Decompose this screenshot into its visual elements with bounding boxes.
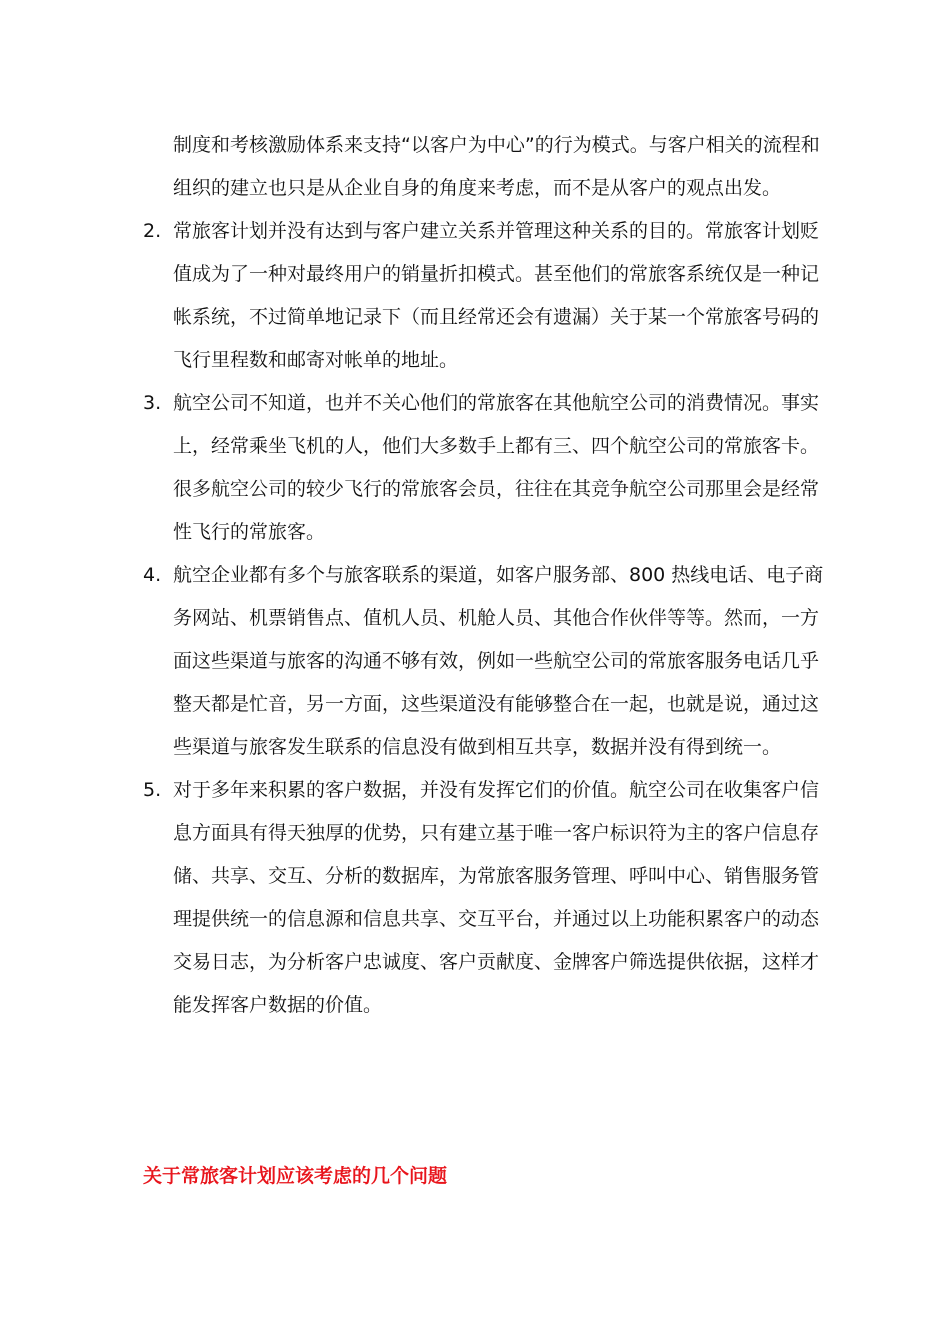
list-item-text: 航空企业都有多个与旅客联系的渠道，如客户服务部、800 热线电话、电子商务网站、机票销售点、值机人员、机舱人员、其他合作伙伴等等。然而，一方面这些渠道与旅客的沟通不够有效，例如一些航空公司的常旅客服务电话几乎整天都是忙音，另一方面，这些渠道没有能够整合在一起，也就是说，通过这些渠道与旅客发生联系的信息没有做到相互共享，数据并没有得到统一。 bbox=[173, 564, 824, 758]
intro-paragraph: 制度和考核激励体系来支持“以客户为中心”的行为模式。与客户相关的流程和组织的建立也只是从企业自身的角度来考虑，而不是从客户的观点出发。 bbox=[173, 134, 820, 199]
list-item-number: 3. bbox=[143, 392, 162, 414]
section-heading: 关于常旅客计划应该考虑的几个问题 bbox=[143, 1165, 448, 1187]
document-body bbox=[143, 124, 833, 1027]
list-item bbox=[143, 382, 833, 554]
list-item-text: 航空公司不知道，也并不关心他们的常旅客在其他航空公司的消费情况。事实上，经常乘坐飞机的人，他们大多数手上都有三、四个航空公司的常旅客卡。很多航空公司的较少飞行的常旅客会员，往往在其竞争航空公司那里会是经常性飞行的常旅客。 bbox=[173, 392, 820, 543]
list-item bbox=[143, 210, 833, 382]
list-item-text: 对于多年来积累的客户数据，并没有发挥它们的价值。航空公司在收集客户信息方面具有得天独厚的优势，只有建立基于唯一客户标识符为主的客户信息存储、共享、交互、分析的数据库，为常旅客服务管理、呼叫中心、销售服务管理提供统一的信息源和信息共享、交互平台，并通过以上功能积累客户的动态交易日志，为分析客户忠诚度、客户贡献度、金牌客户筛选提供依据，这样才能发挥客户数据的价值。 bbox=[173, 779, 820, 1016]
list-item-number: 4. bbox=[143, 564, 162, 586]
list-item-number: 5. bbox=[143, 779, 162, 801]
list-item bbox=[143, 554, 833, 769]
list-item-text: 常旅客计划并没有达到与客户建立关系并管理这种关系的目的。常旅客计划贬值成为了一种对最终用户的销量折扣模式。甚至他们的常旅客系统仅是一种记帐系统，不过简单地记录下（而且经常还会有遗漏）关于某一个常旅客号码的飞行里程数和邮寄对帐单的地址。 bbox=[173, 220, 820, 371]
list-item-number: 2. bbox=[143, 220, 162, 242]
list-item bbox=[143, 769, 833, 1027]
